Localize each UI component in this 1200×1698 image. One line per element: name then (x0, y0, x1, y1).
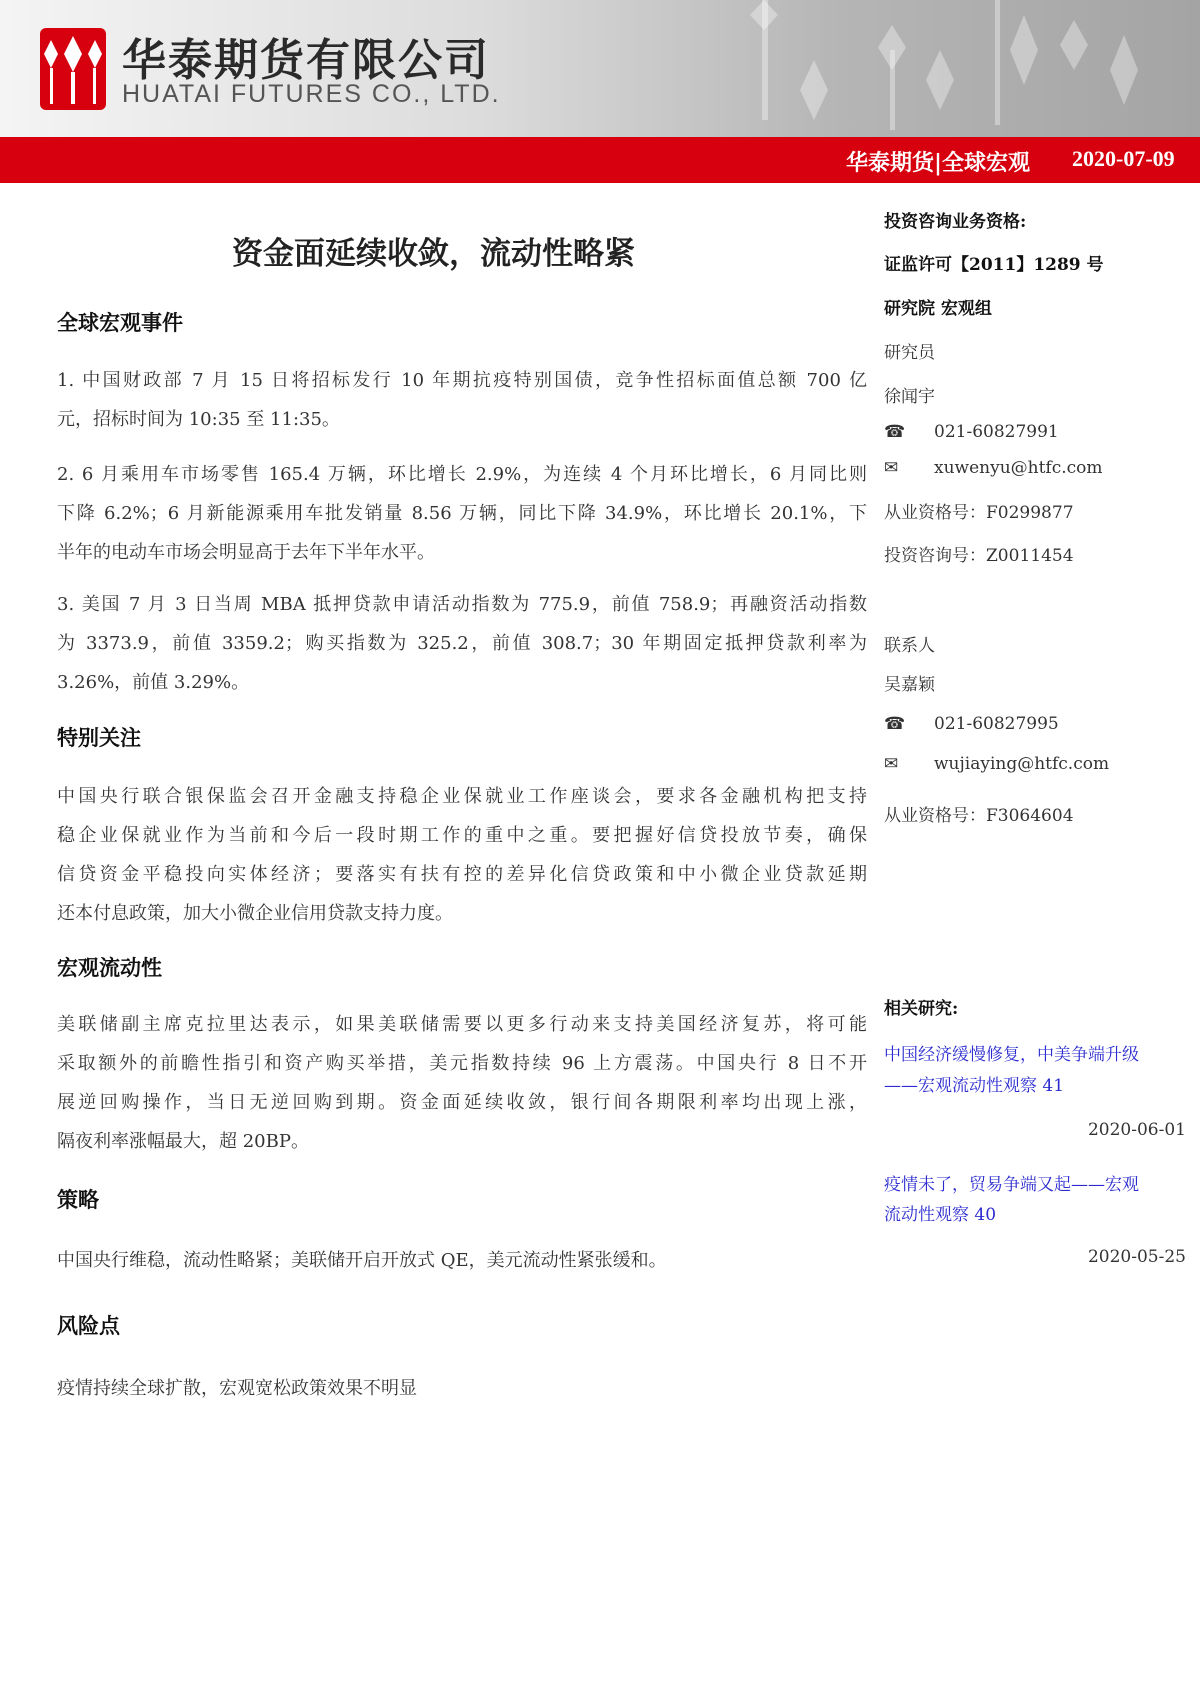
report-date: 2020-07-09 (1072, 146, 1175, 171)
phone-number: 021-60827991 (934, 422, 1059, 442)
paragraph-line: 稳企业保就业作为当前和今后一段时期工作的重中之重。要把握好信贷投放节奏，确保 (57, 825, 867, 846)
phone-number: 021-60827995 (934, 714, 1059, 734)
email-row (884, 458, 1103, 478)
paragraph-line: 3.26%，前值 3.29%。 (57, 672, 250, 693)
contact-role: 联系人 (884, 636, 935, 656)
contact-name: 徐闻宇 (884, 387, 935, 407)
phone-icon: ☎ (884, 422, 906, 442)
related-report-date: 2020-05-25 (1087, 1247, 1186, 1267)
email-address[interactable]: xuwenyu@htfc.com (934, 458, 1103, 478)
paragraph-line: 疫情持续全球扩散，宏观宽松政策效果不明显 (57, 1378, 417, 1399)
phone-row (884, 422, 1059, 442)
certificate-number: 从业资格号：F3064604 (884, 806, 1074, 826)
related-report-link[interactable]: ——宏观流动性观察 41 (884, 1076, 1065, 1096)
contact-role: 研究员 (884, 343, 935, 363)
company-logo (40, 28, 106, 110)
paragraph-line: 中国央行联合银保监会召开金融支持稳企业保就业工作座谈会，要求各金融机构把支持 (57, 786, 867, 807)
related-report-link[interactable]: 中国经济缓慢修复，中美争端升级 (884, 1045, 1139, 1065)
phone-icon: ☎ (884, 714, 906, 734)
related-report-date: 2020-06-01 (1087, 1120, 1186, 1140)
email-icon: ✉ (884, 754, 899, 774)
paragraph-line: 半年的电动车市场会明显高于去年下半年水平。 (57, 542, 435, 563)
section-heading: 全球宏观事件 (57, 311, 183, 335)
email-row (884, 754, 1109, 774)
paragraph-line: 中国央行维稳，流动性略紧；美联储开启开放式 QE，美元流动性紧张缓和。 (57, 1250, 667, 1271)
paragraph-line: 3. 美国 7 月 3 日当周 MBA 抵押贷款申请活动指数为 775.9，前值 758.9；再融资活动指数 (57, 594, 867, 615)
report-title: 资金面延续收敛，流动性略紧 (232, 236, 635, 272)
section-heading: 特别关注 (57, 726, 141, 750)
paragraph-line: 隔夜利率涨幅最大，超 20BP。 (57, 1131, 309, 1152)
header-banner (0, 0, 1200, 137)
company-name-en: HUATAI FUTURES CO., LTD. (122, 80, 501, 108)
certificate-number: 从业资格号：F0299877 (884, 503, 1074, 523)
report-category: 华泰期货|全球宏观 (846, 150, 1031, 176)
section-heading: 宏观流动性 (57, 956, 162, 980)
company-name-cn: 华泰期货有限公司 (122, 35, 490, 86)
header-red-bar (0, 137, 1200, 183)
consult-number: 投资咨询号：Z0011454 (884, 546, 1074, 566)
section-heading: 风险点 (57, 1314, 120, 1338)
department: 研究院 宏观组 (884, 299, 992, 319)
paragraph-line: 还本付息政策，加大小微企业信用贷款支持力度。 (57, 903, 453, 924)
paragraph-line: 采取额外的前瞻性指引和资产购买举措，美元指数持续 96 上方震荡。中国央行 8 日不开 (57, 1053, 867, 1074)
qualification-label: 投资咨询业务资格: (884, 212, 1027, 232)
paragraph-line: 下降 6.2%；6 月新能源乘用车批发销量 8.56 万辆，同比下降 34.9%，环比增长 20.1%，下 (57, 503, 867, 524)
paragraph-line: 信贷资金平稳投向实体经济；要落实有扶有控的差异化信贷政策和中小微企业贷款延期 (57, 864, 867, 885)
paragraph-line: 美联储副主席克拉里达表示，如果美联储需要以更多行动来支持美国经济复苏，将可能 (57, 1014, 867, 1035)
section-heading: 策略 (57, 1188, 99, 1212)
email-address[interactable]: wujiaying@htfc.com (934, 754, 1110, 774)
paragraph-line: 展逆回购操作，当日无逆回购到期。资金面延续收敛，银行间各期限利率均出现上涨， (57, 1092, 867, 1113)
contact-name: 吴嘉颖 (884, 675, 935, 695)
phone-row (884, 714, 1059, 734)
related-report-link[interactable]: 流动性观察 40 (884, 1205, 997, 1225)
related-research-label: 相关研究: (884, 999, 959, 1019)
email-icon: ✉ (884, 458, 899, 478)
paragraph-line: 元，招标时间为 10:35 至 11:35。 (57, 409, 340, 430)
related-report-link[interactable]: 疫情未了，贸易争端又起——宏观 (884, 1175, 1139, 1195)
license-number: 证监许可【2011】1289 号 (884, 255, 1104, 275)
paragraph-line: 1. 中国财政部 7 月 15 日将招标发行 10 年期抗疫特别国债，竞争性招标面值总额 700 亿 (57, 370, 867, 391)
paragraph-line: 2. 6 月乘用车市场零售 165.4 万辆，环比增长 2.9%，为连续 4 个月环比增长，6 月同比则 (57, 464, 867, 485)
paragraph-line: 为 3373.9，前值 3359.2；购买指数为 325.2，前值 308.7；30 年期固定抵押贷款利率为 (57, 633, 867, 654)
